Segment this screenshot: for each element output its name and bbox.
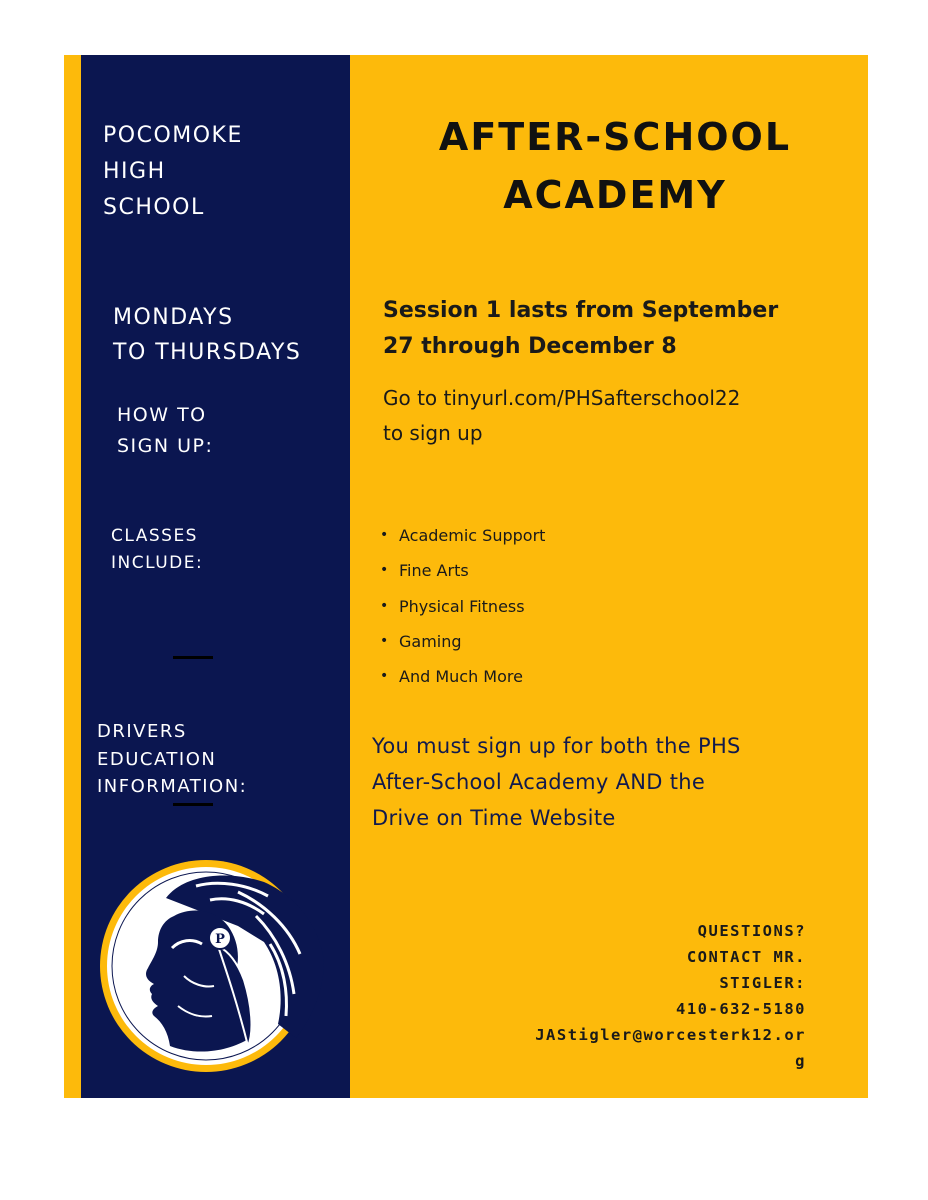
list-item: • And Much More — [380, 659, 545, 694]
list-item: • Gaming — [380, 624, 545, 659]
session-dates: Session 1 lasts from September 27 through December 8 — [383, 298, 779, 359]
contact-info: QUESTIONS? CONTACT MR. STIGLER: 410-632-5180 JAStigler@worcesterk12.or g — [535, 922, 806, 1070]
drivers-education-note: You must sign up for both the PHS After-School Academy AND the Drive on Time Website — [372, 734, 741, 830]
divider-rule — [173, 656, 213, 659]
list-item: • Physical Fitness — [380, 589, 545, 624]
how-to-sign-up-label: HOW TO SIGN UP: — [117, 404, 214, 457]
sign-up-instructions: Go to tinyurl.com/PHSafterschool22 to sign up — [383, 386, 741, 445]
classes-list — [380, 518, 545, 694]
school-name: POCOMOKE HIGH SCHOOL — [103, 123, 243, 220]
drivers-education-label: DRIVERS EDUCATION INFORMATION: — [97, 721, 248, 797]
indian-chief-head-icon — [88, 856, 338, 1074]
classes-include-label: CLASSES INCLUDE: — [111, 526, 204, 573]
divider-rule — [173, 803, 213, 806]
schedule-days: MONDAYS TO THURSDAYS — [113, 305, 302, 365]
emblem-letter: P — [215, 932, 225, 947]
gold-edge-strip — [64, 55, 81, 1098]
list-item: • Fine Arts — [380, 553, 545, 588]
list-item: • Academic Support — [380, 518, 545, 553]
page-title: AFTER-SCHOOL ACADEMY — [438, 115, 792, 217]
